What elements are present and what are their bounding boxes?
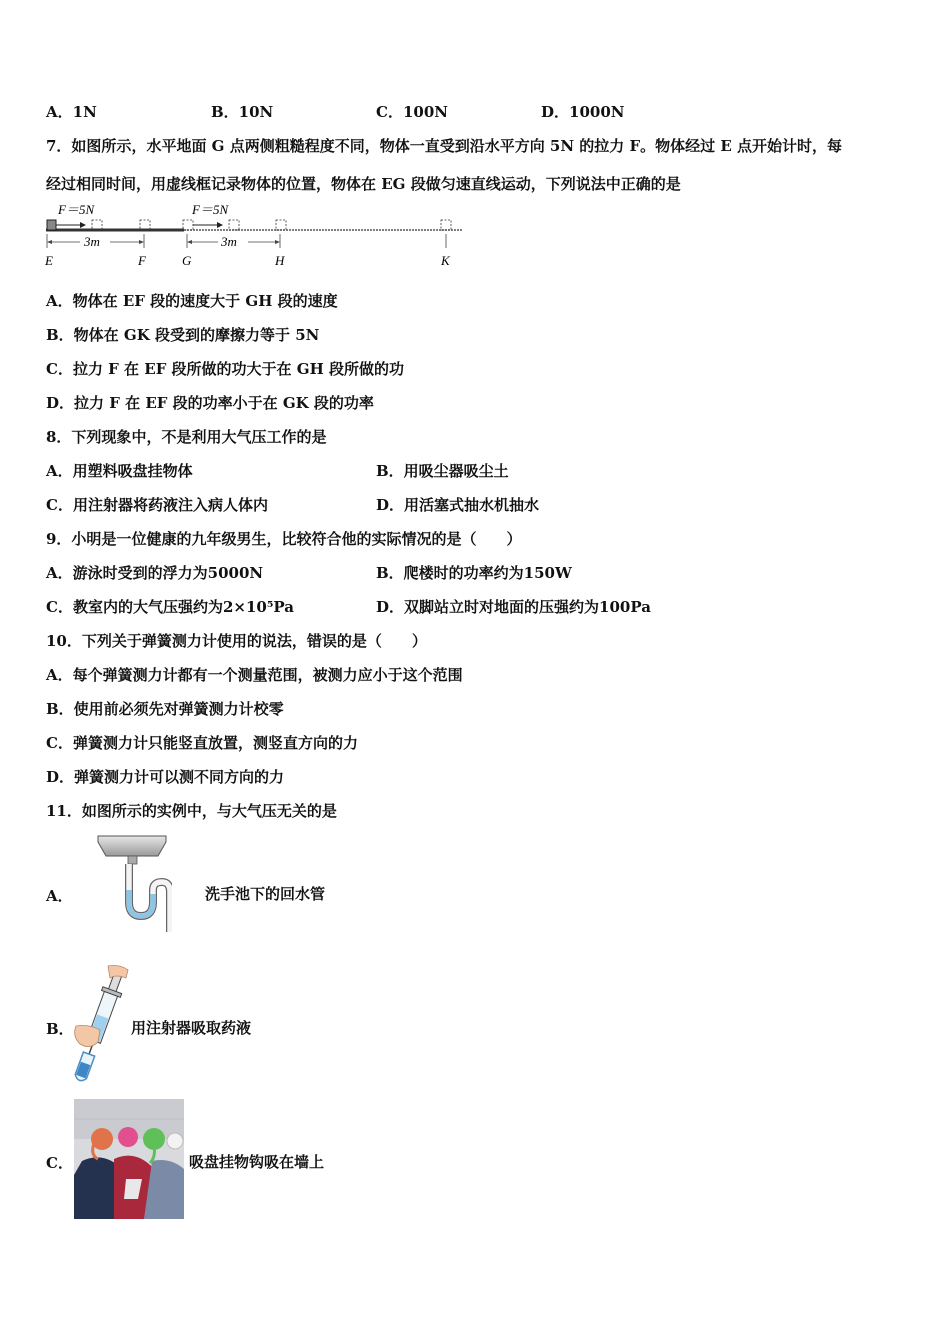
q10-option-c: C．弹簧测力计只能竖直放置，测竖直方向的力: [46, 734, 358, 752]
q9-stem: 9．小明是一位健康的九年级男生，比较符合他的实际情况的是（ ）: [46, 530, 522, 548]
q11-option-b-letter: B．: [46, 1020, 74, 1038]
q10-option-b: B．使用前必须先对弹簧测力计校零: [46, 700, 284, 718]
q7-option-a: A．物体在 EF 段的速度大于 GH 段的速度: [46, 292, 338, 310]
q6-option-b: B．10N: [211, 103, 274, 121]
suction-hooks-photo: [74, 1099, 184, 1219]
q6-option-c: C．100N: [376, 103, 448, 121]
point-k: K: [441, 253, 450, 268]
q7-stem-line2: 经过相同时间，用虚线框记录物体的位置，物体在 EG 段做匀速直线运动，下列说法中正确的是: [46, 175, 681, 193]
q10-stem: 10．下列关于弹簧测力计使用的说法，错误的是（ ）: [46, 632, 427, 650]
q8-option-c: C．用注射器将药液注入病人体内: [46, 496, 268, 514]
sink-trap-illustration: [96, 832, 172, 934]
force-label-2: F＝5N: [192, 202, 229, 217]
q11-option-c-letter: C．: [46, 1154, 73, 1172]
q9-option-c: C．教室内的大气压强约为2×10⁵Pa: [46, 598, 294, 616]
q9-option-b: B．爬楼时的功率约为150W: [376, 564, 572, 582]
q10-option-a: A．每个弹簧测力计都有一个测量范围，被测力应小于这个范围: [46, 666, 463, 684]
syringe-illustration: [70, 964, 130, 1088]
q6-option-d: D．1000N: [541, 103, 625, 121]
q11-option-a-caption: 洗手池下的回水管: [205, 885, 326, 903]
q11-stem: 11．如图所示的实例中，与大气压无关的是: [46, 802, 337, 820]
point-g: G: [182, 253, 192, 268]
q7-figure: [44, 200, 469, 272]
q8-option-d: D．用活塞式抽水机抽水: [376, 496, 540, 514]
q9-option-d: D．双脚站立时对地面的压强约为100Pa: [376, 598, 651, 616]
q8-stem: 8．下列现象中，不是利用大气压工作的是: [46, 428, 327, 446]
point-h: H: [275, 253, 285, 268]
distance-label-1: 3m: [84, 234, 100, 249]
force-label-1: F＝5N: [58, 202, 95, 217]
q7-option-b: B．物体在 GK 段受到的摩擦力等于 5N: [46, 326, 320, 344]
q6-option-a: A．1N: [46, 103, 97, 121]
distance-label-2: 3m: [221, 234, 237, 249]
point-e: E: [45, 253, 53, 268]
q10-option-d: D．弹簧测力计可以测不同方向的力: [46, 768, 285, 786]
q11-option-a-letter: A．: [46, 887, 73, 905]
point-f: F: [138, 253, 146, 268]
q7-option-c: C．拉力 F 在 EF 段所做的功大于在 GH 段所做的功: [46, 360, 404, 378]
q7-stem-line1: 7．如图所示，水平地面 G 点两侧粗糙程度不同，物体一直受到沿水平方向 5N 的拉力 F。物体经过 E 点开始计时，每: [46, 137, 843, 155]
q7-option-d: D．拉力 F 在 EF 段的功率小于在 GK 段的功率: [46, 394, 374, 412]
q11-option-c-caption: 吸盘挂物钩吸在墙上: [189, 1153, 325, 1171]
q9-option-a: A．游泳时受到的浮力为5000N: [46, 564, 264, 582]
q8-option-b: B．用吸尘器吸尘土: [376, 462, 509, 480]
q8-option-a: A．用塑料吸盘挂物体: [46, 462, 193, 480]
q11-option-b-caption: 用注射器吸取药液: [131, 1019, 252, 1037]
